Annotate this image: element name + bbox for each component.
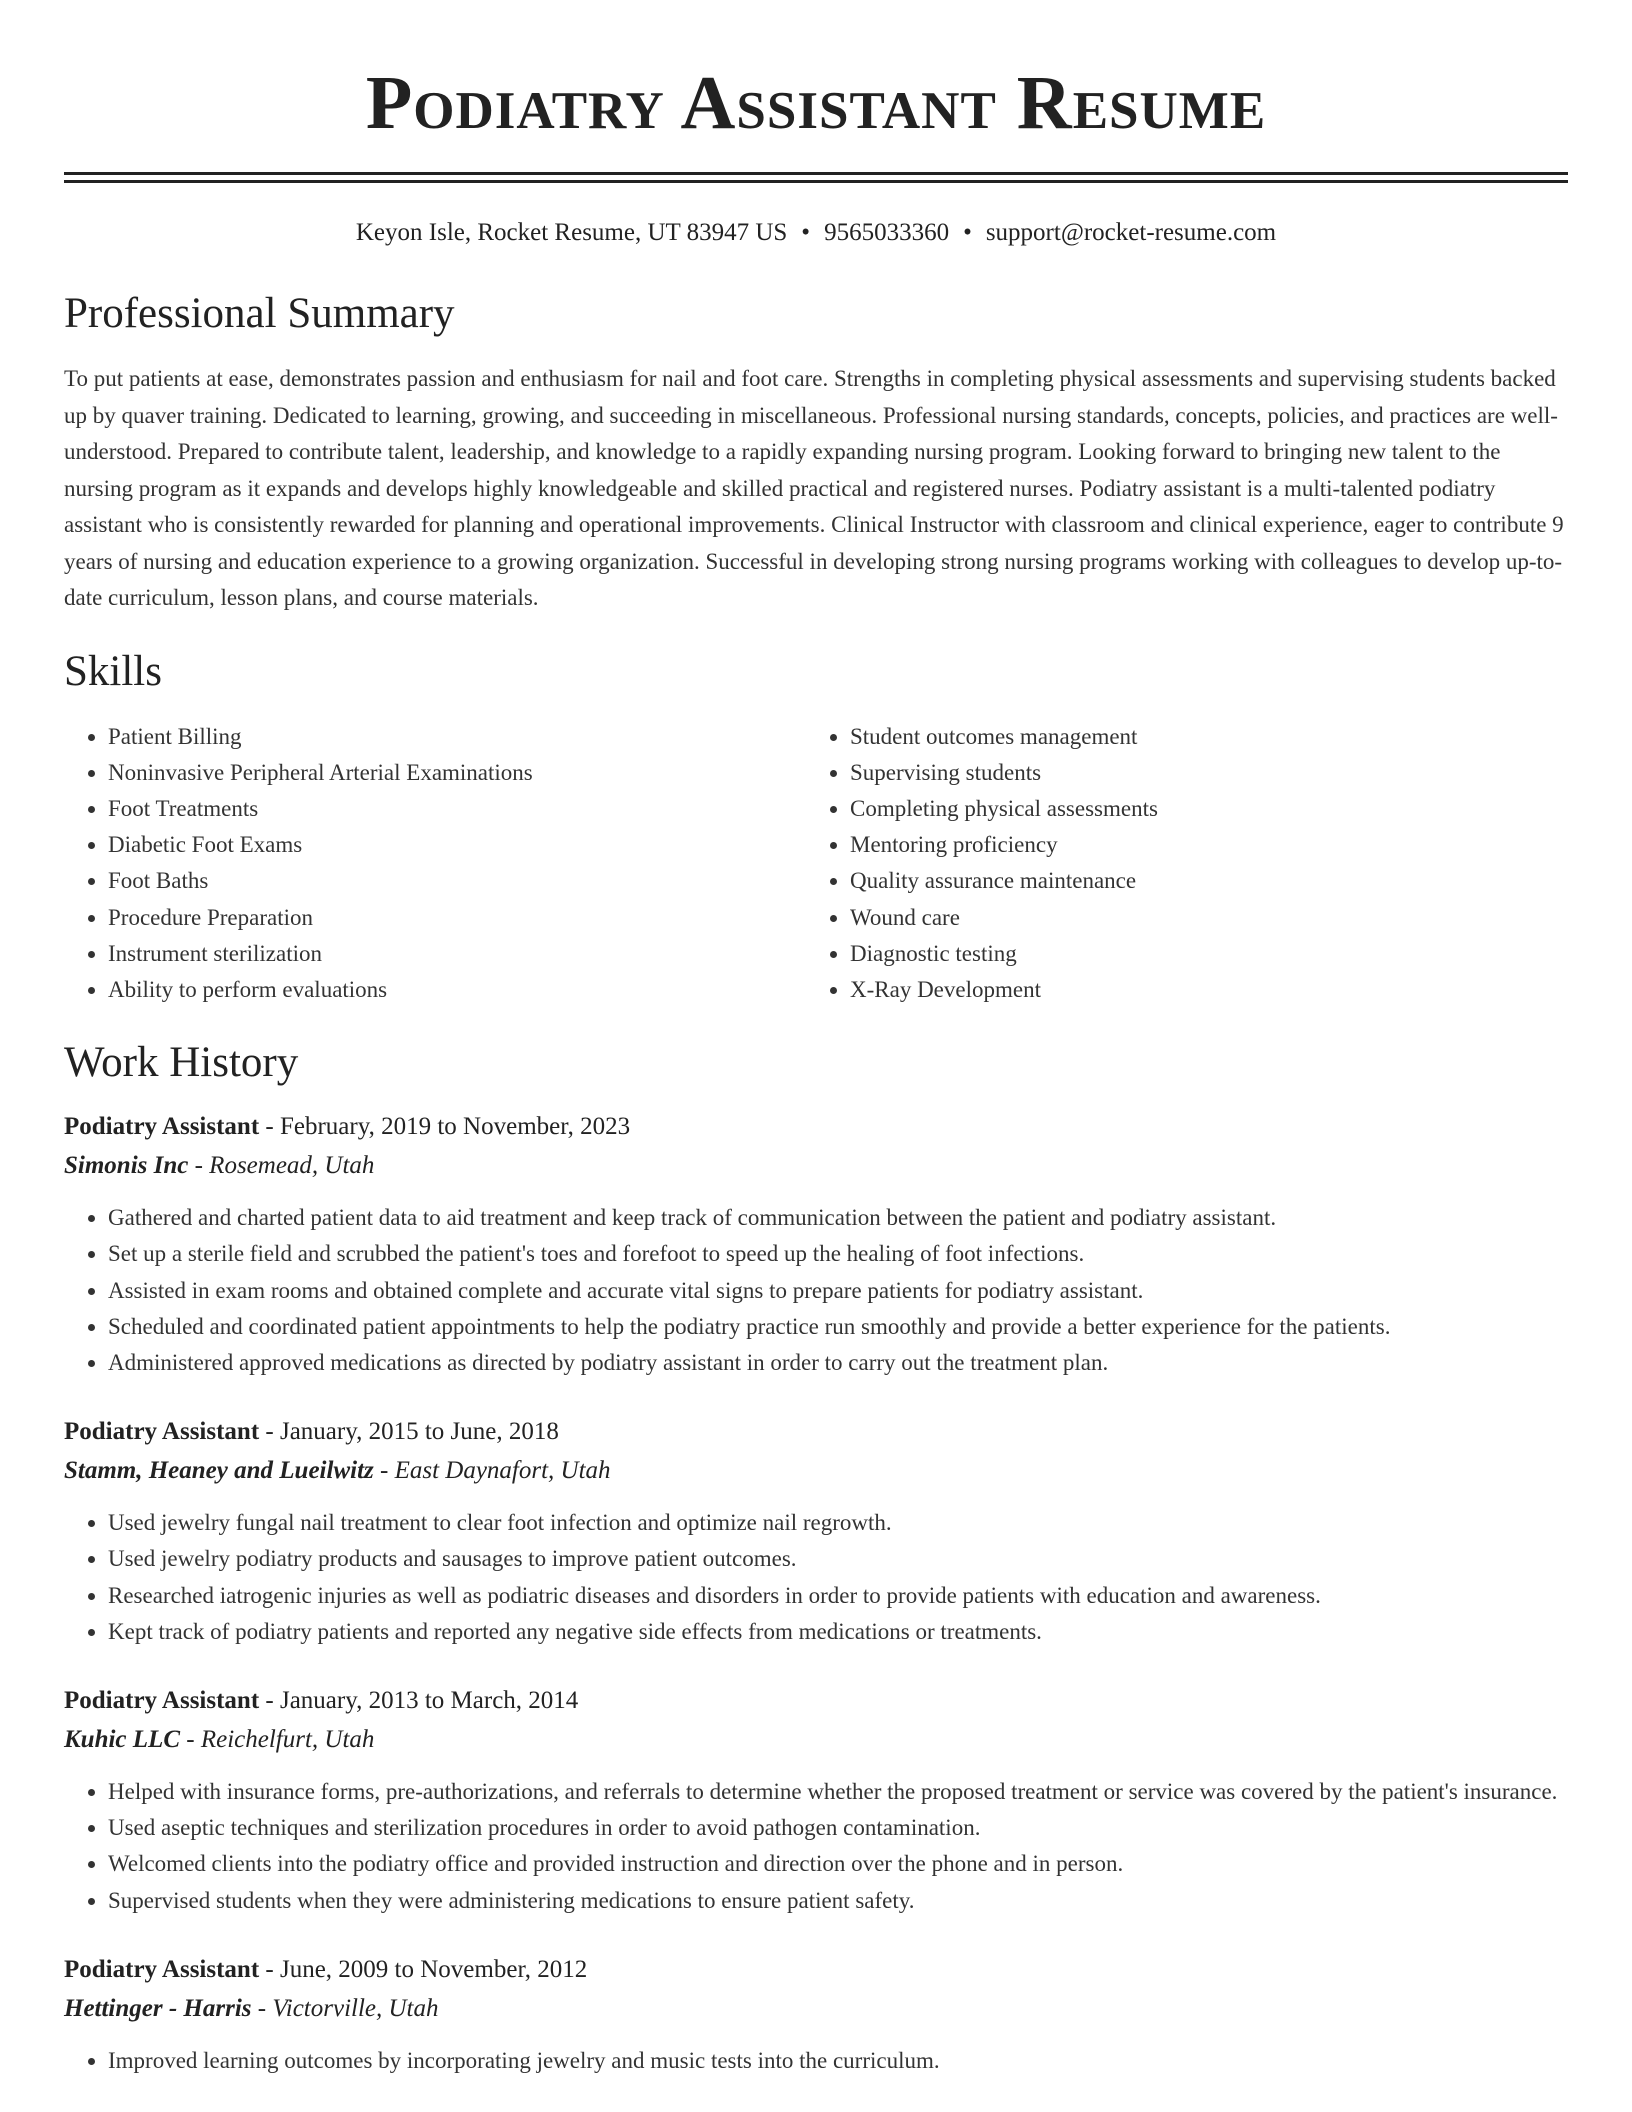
- job-bullet: • Used aseptic techniques and sterilization procedures in order to avoid pathogen contamination.: [108, 1810, 1568, 1846]
- job-title: Podiatry Assistant: [64, 1418, 260, 1446]
- job-bullet: • Used jewelry podiatry products and sausages to improve patient outcomes.: [108, 1541, 1568, 1577]
- job-bullet: • Assisted in exam rooms and obtained complete and accurate vital signs to prepare patients for podiatry assistant.: [108, 1273, 1568, 1309]
- contact-line: [64, 217, 1568, 249]
- skill-item: • X-Ray Development: [850, 972, 1550, 1008]
- skill-item: • Student outcomes management: [850, 719, 1550, 755]
- job-bullet: • Researched iatrogenic injuries as well as podiatric diseases and disorders in order to provide patients with education and awareness.: [108, 1578, 1568, 1614]
- skill-item: • Wound care: [850, 900, 1550, 936]
- skills-list-left: [64, 719, 806, 1009]
- job-dates: - February, 2019 to November, 2023: [259, 1113, 631, 1141]
- job-entry: [64, 1413, 1568, 1650]
- company-line: [64, 1146, 1568, 1186]
- job-bullets: [64, 1505, 1568, 1650]
- job-bullet: • Used jewelry fungal nail treatment to clear foot infection and optimize nail regrowth.: [108, 1505, 1568, 1541]
- company-location: - Victorville, Utah: [251, 1994, 439, 2022]
- contact-separator: •: [801, 219, 811, 246]
- job-title: Podiatry Assistant: [64, 1955, 260, 1983]
- contact-phone: 9565033360: [824, 219, 950, 246]
- company-name: Stamm, Heaney and Lueilwitz: [64, 1457, 374, 1485]
- skill-item: • Quality assurance maintenance: [850, 863, 1550, 899]
- resume-page: [64, 0, 1568, 2079]
- contact-separator: •: [963, 219, 972, 246]
- job-bullet: • Improved learning outcomes by incorporating jewelry and music tests into the curriculum.: [108, 2043, 1568, 2079]
- company-name: Hettinger - Harris: [64, 1994, 252, 2022]
- job-bullet: • Kept track of podiatry patients and reported any negative side effects from medications or treatments.: [108, 1614, 1568, 1650]
- skills-grid: [64, 719, 1568, 1009]
- skill-item: • Diabetic Foot Exams: [108, 827, 806, 863]
- job-entry: [64, 1682, 1568, 1919]
- skill-item: • Supervising students: [850, 755, 1550, 791]
- skill-item: • Foot Baths: [108, 863, 806, 899]
- job-title-line: [64, 1413, 1568, 1451]
- job-dates: - January, 2015 to June, 2018: [259, 1418, 559, 1446]
- work-history-heading: Work History: [64, 1039, 299, 1087]
- title-divider: [64, 172, 1568, 183]
- skill-item: • Completing physical assessments: [850, 791, 1550, 827]
- summary-text: To put patients at ease, demonstrates passion and enthusiasm for nail and foot care. Strengths in completing physical assessments and supervising students backed up by quaver training. Dedicated to learning, growing, and succeeding in miscellaneous. Professional nursing standards, concepts, policies, and practices are well-understood. Prepared to contribute talent, leadership, and knowledge to a rapidly expanding nursing program. Looking forward to bringing new talent to the nursing program as it expands and develops highly knowledgeable and skilled practical and registered nurses. Podiatry assistant is a multi-talented podiatry assistant who is consistently rewarded for planning and operational improvements. Clinical Instructor with classroom and clinical experience, eager to contribute 9 years of nursing and education experience to a growing organization. Successful in developing strong nursing programs working with colleagues to develop up-to-date curriculum, lesson plans, and course materials.: [64, 366, 1564, 610]
- job-bullets: [64, 2043, 1568, 2079]
- job-dates: - January, 2013 to March, 2014: [259, 1686, 579, 1714]
- company-name: Kuhic LLC: [64, 1725, 180, 1753]
- company-location: - Reichelfurt, Utah: [180, 1725, 375, 1753]
- skill-item: • Mentoring proficiency: [850, 827, 1550, 863]
- skill-item: • Diagnostic testing: [850, 936, 1550, 972]
- job-bullet: • Gathered and charted patient data to aid treatment and keep track of communication between the patient and podiatry assistant.: [108, 1200, 1568, 1236]
- job-bullet: • Welcomed clients into the podiatry office and provided instruction and direction over the phone and in person.: [108, 1846, 1568, 1882]
- company-name: Simonis Inc: [64, 1152, 189, 1180]
- contact-address: Keyon Isle, Rocket Resume, UT 83947 US: [355, 219, 788, 246]
- page-title: Podiatry Assistant Resume: [365, 61, 1267, 145]
- skills-list-right: [806, 719, 1550, 1009]
- job-bullet: • Scheduled and coordinated patient appointments to help the podiatry practice run smoothly and provide a better experience for the patients.: [108, 1309, 1568, 1345]
- skill-item: • Foot Treatments: [108, 791, 806, 827]
- skill-item: • Patient Billing: [108, 719, 806, 755]
- job-bullet: • Set up a sterile field and scrubbed the patient's toes and forefoot to speed up the healing of foot infections.: [108, 1236, 1568, 1272]
- job-title-line: [64, 1951, 1568, 1989]
- skill-item: • Ability to perform evaluations: [108, 972, 806, 1008]
- job-entry: [64, 1951, 1568, 2079]
- job-title-line: [64, 1108, 1568, 1146]
- contact-email: support@rocket-resume.com: [985, 219, 1277, 246]
- job-title: Podiatry Assistant: [64, 1113, 260, 1141]
- skill-item: • Procedure Preparation: [108, 900, 806, 936]
- company-line: [64, 1989, 1568, 2029]
- company-line: [64, 1720, 1568, 1760]
- company-location: - Rosemead, Utah: [188, 1152, 375, 1180]
- job-entry: [64, 1108, 1568, 1381]
- company-location: - East Daynafort, Utah: [373, 1457, 611, 1485]
- job-bullet: • Administered approved medications as directed by podiatry assistant in order to carry out the treatment plan.: [108, 1345, 1568, 1381]
- skill-item: • Noninvasive Peripheral Arterial Examinations: [108, 755, 806, 791]
- job-bullets: [64, 1774, 1568, 1919]
- job-title: Podiatry Assistant: [64, 1686, 260, 1714]
- skill-item: • Instrument sterilization: [108, 936, 806, 972]
- summary-heading: Professional Summary: [64, 290, 455, 337]
- company-line: [64, 1451, 1568, 1491]
- job-bullets: [64, 1200, 1568, 1381]
- job-bullet: • Supervised students when they were administering medications to ensure patient safety.: [108, 1883, 1568, 1919]
- job-dates: - June, 2009 to November, 2012: [259, 1955, 588, 1983]
- job-bullet: • Helped with insurance forms, pre-authorizations, and referrals to determine whether the proposed treatment or service was covered by the patient's insurance.: [108, 1774, 1568, 1810]
- job-title-line: [64, 1682, 1568, 1720]
- skills-heading: Skills: [64, 647, 162, 695]
